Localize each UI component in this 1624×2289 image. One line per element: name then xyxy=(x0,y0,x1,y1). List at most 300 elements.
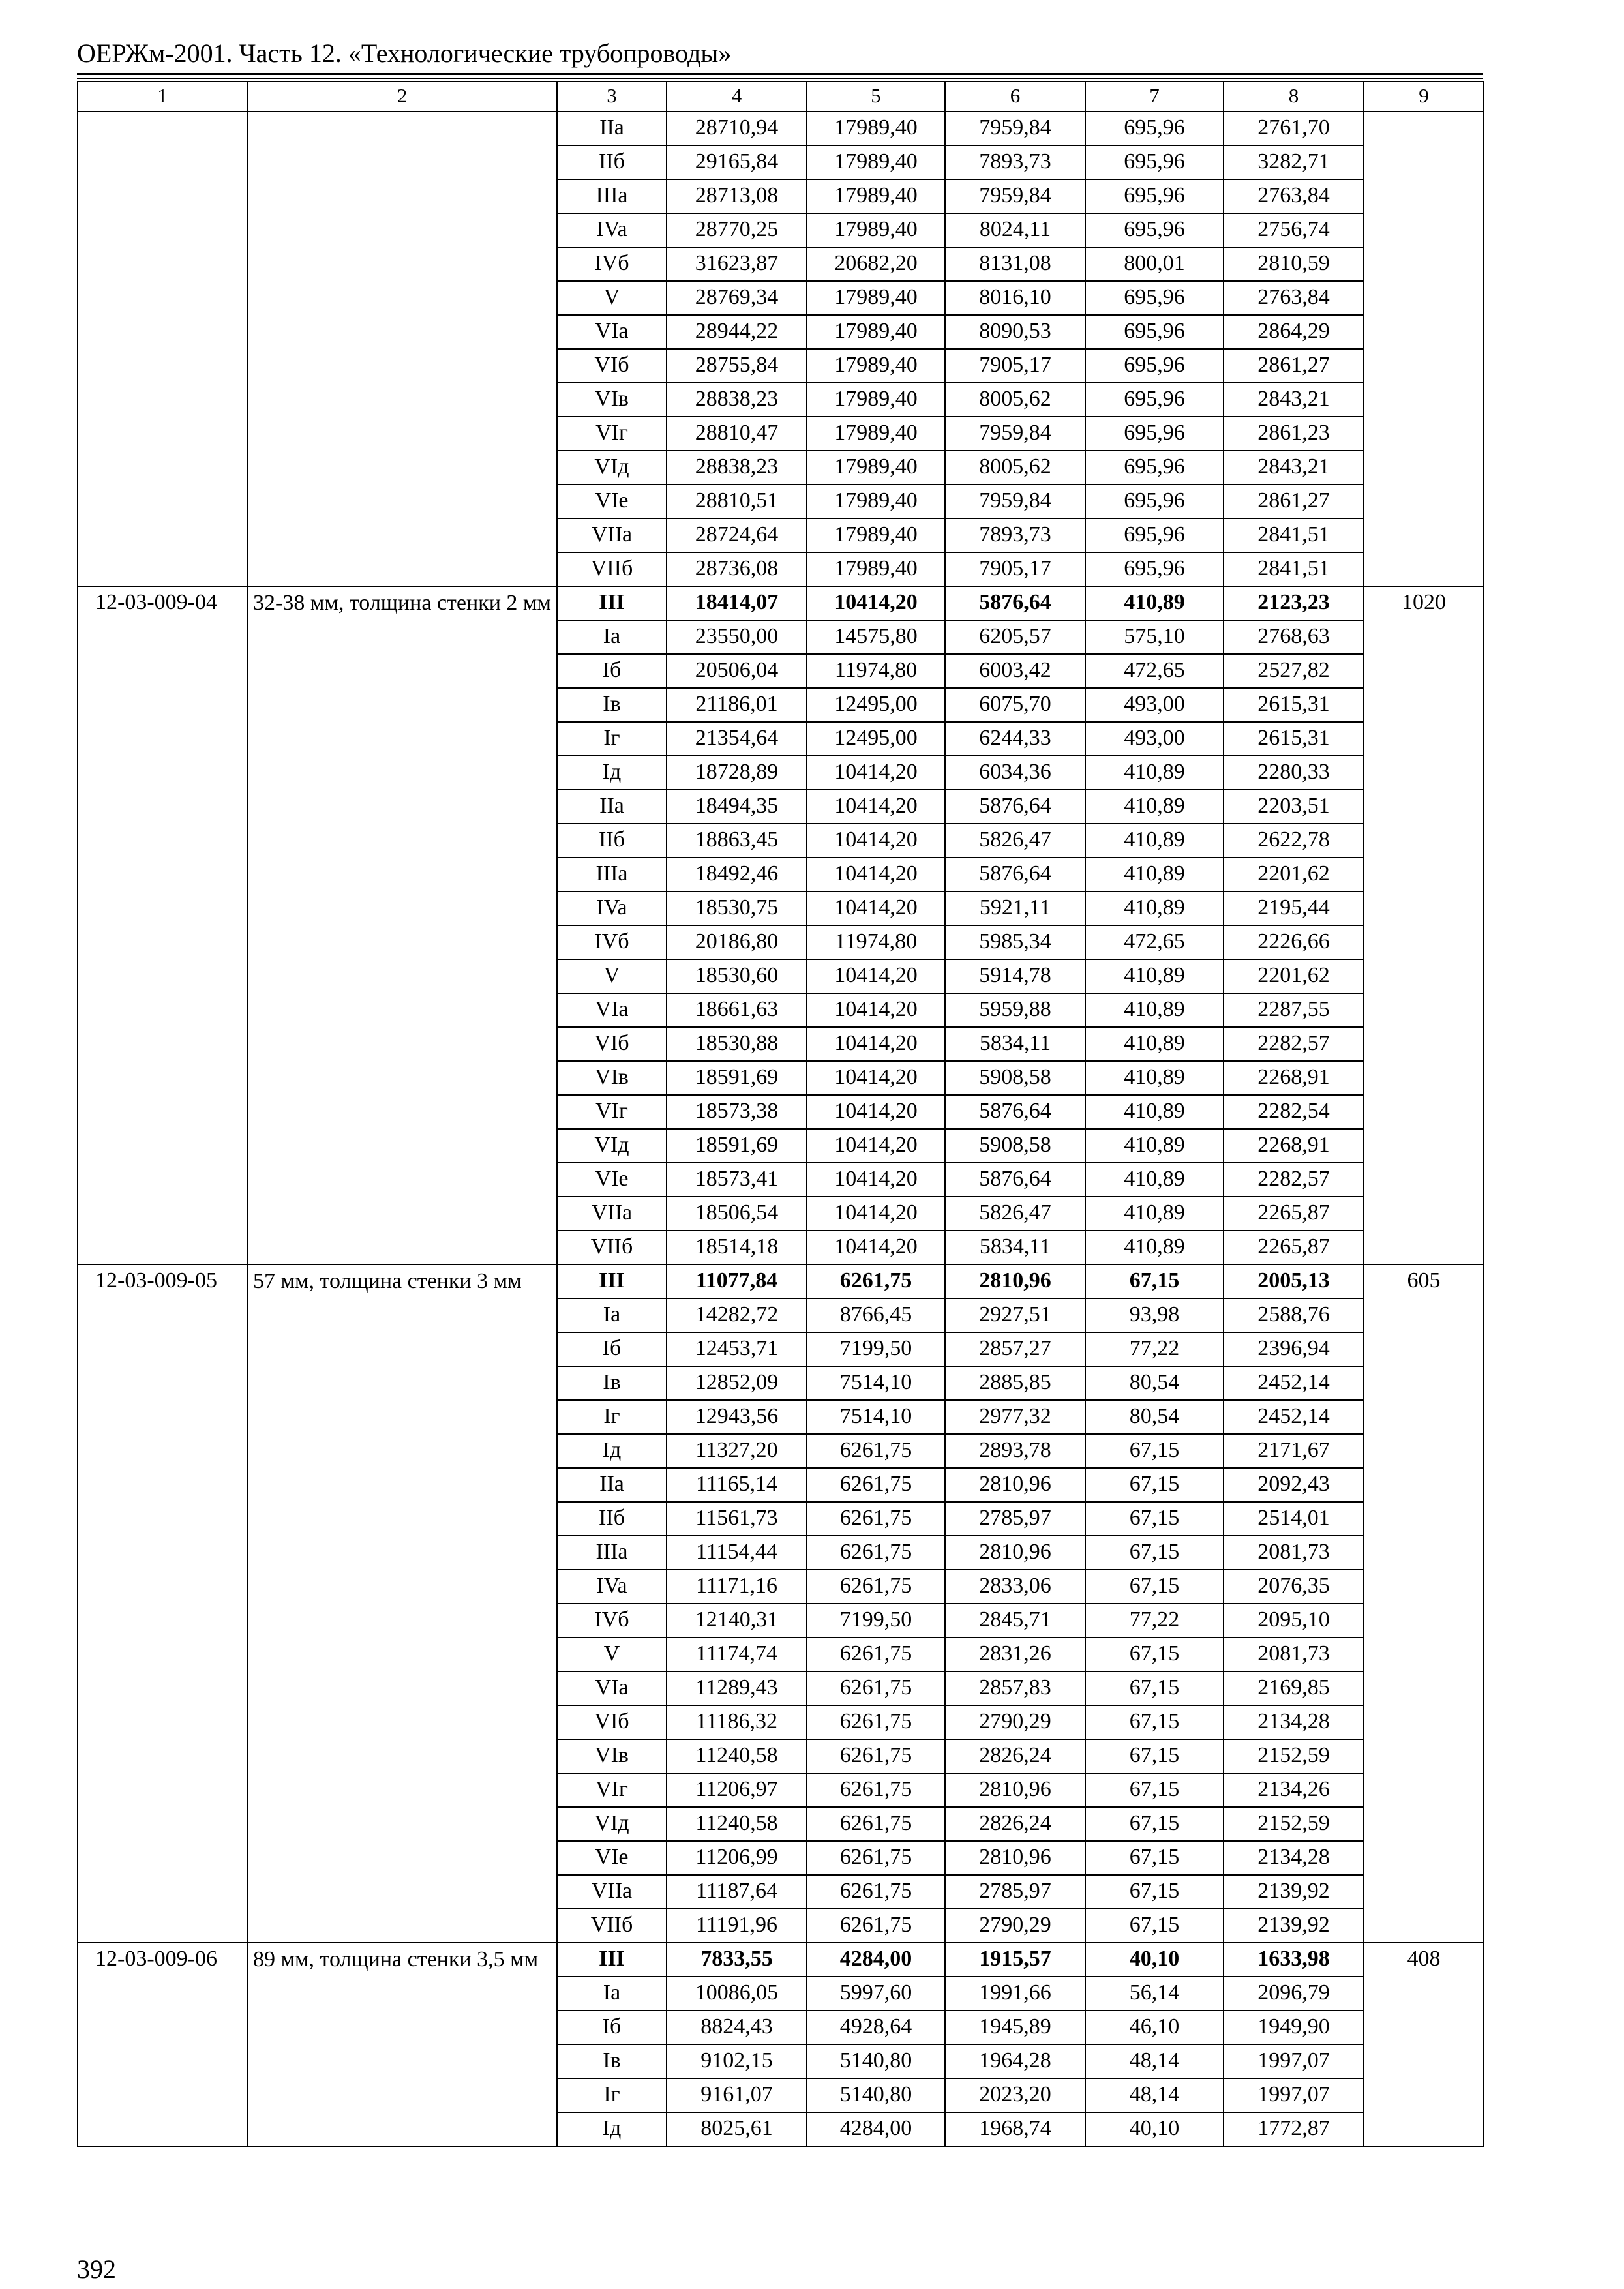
value-cell: 2081,73 xyxy=(1224,1638,1364,1671)
value-cell: 2265,87 xyxy=(1224,1231,1364,1264)
value-cell: 10414,20 xyxy=(807,1231,945,1264)
rate-description: 32-38 мм, толщина стенки 2 мм xyxy=(247,586,557,1264)
zone-cell: IVa xyxy=(557,213,667,247)
value-cell: 472,65 xyxy=(1085,654,1224,688)
value-cell: 7893,73 xyxy=(945,145,1085,179)
zone-cell: Iв xyxy=(557,2044,667,2078)
value-cell: 18573,41 xyxy=(667,1163,807,1197)
value-cell: 29165,84 xyxy=(667,145,807,179)
value-cell: 2139,92 xyxy=(1224,1909,1364,1943)
value-cell: 695,96 xyxy=(1085,451,1224,485)
rate-code: 12-03-009-04 xyxy=(78,586,247,1264)
value-cell: 2843,21 xyxy=(1224,451,1364,485)
value-cell: 11327,20 xyxy=(667,1434,807,1468)
value-cell: 10414,20 xyxy=(807,1061,945,1095)
value-cell: 5140,80 xyxy=(807,2078,945,2112)
zone-cell: IIa xyxy=(557,1468,667,1502)
value-cell: 8824,43 xyxy=(667,2011,807,2044)
zone-cell: Iд xyxy=(557,1434,667,1468)
value-cell: 6261,75 xyxy=(807,1773,945,1807)
value-cell: 695,96 xyxy=(1085,281,1224,315)
value-cell: 17989,40 xyxy=(807,315,945,349)
value-cell: 2268,91 xyxy=(1224,1061,1364,1095)
value-cell: 5959,88 xyxy=(945,993,1085,1027)
value-cell: 67,15 xyxy=(1085,1739,1224,1773)
value-cell: 5914,78 xyxy=(945,959,1085,993)
value-cell: 17989,40 xyxy=(807,145,945,179)
value-cell: 12453,71 xyxy=(667,1332,807,1366)
value-cell: 2514,01 xyxy=(1224,1502,1364,1536)
value-cell: 2265,87 xyxy=(1224,1197,1364,1231)
value-cell: 410,89 xyxy=(1085,1095,1224,1129)
zone-cell: Iг xyxy=(557,722,667,756)
value-cell: 7199,50 xyxy=(807,1604,945,1638)
value-cell: 28770,25 xyxy=(667,213,807,247)
zone-cell: IIIa xyxy=(557,179,667,213)
value-cell: 40,10 xyxy=(1085,2112,1224,2146)
value-cell: 8131,08 xyxy=(945,247,1085,281)
value-cell: 2005,13 xyxy=(1224,1264,1364,1298)
value-cell: 67,15 xyxy=(1085,1671,1224,1705)
value-cell: 10414,20 xyxy=(807,858,945,891)
zone-cell: Ia xyxy=(557,1977,667,2011)
value-cell: 67,15 xyxy=(1085,1909,1224,1943)
value-cell: 23550,00 xyxy=(667,620,807,654)
zone-cell: VIд xyxy=(557,451,667,485)
value-cell: 410,89 xyxy=(1085,1163,1224,1197)
value-cell: 67,15 xyxy=(1085,1875,1224,1909)
value-cell: 1997,07 xyxy=(1224,2078,1364,2112)
value-cell: 2096,79 xyxy=(1224,1977,1364,2011)
value-cell: 6261,75 xyxy=(807,1705,945,1739)
value-cell: 410,89 xyxy=(1085,790,1224,824)
value-cell: 1772,87 xyxy=(1224,2112,1364,2146)
value-cell: 11154,44 xyxy=(667,1536,807,1570)
value-cell: 17989,40 xyxy=(807,417,945,451)
value-cell: 18414,07 xyxy=(667,586,807,620)
table-row xyxy=(78,1264,1484,1298)
zone-cell: VIд xyxy=(557,1129,667,1163)
value-cell: 410,89 xyxy=(1085,891,1224,925)
value-cell: 2831,26 xyxy=(945,1638,1085,1671)
value-cell: 11240,58 xyxy=(667,1807,807,1841)
value-cell: 5834,11 xyxy=(945,1027,1085,1061)
table-row xyxy=(78,586,1484,620)
value-cell: 28724,64 xyxy=(667,518,807,552)
value-cell: 80,54 xyxy=(1085,1366,1224,1400)
value-cell: 2201,62 xyxy=(1224,858,1364,891)
value-cell: 11174,74 xyxy=(667,1638,807,1671)
value-cell: 40,10 xyxy=(1085,1943,1224,1977)
value-cell: 10414,20 xyxy=(807,1163,945,1197)
value-cell: 9102,15 xyxy=(667,2044,807,2078)
value-cell: 28944,22 xyxy=(667,315,807,349)
value-cell: 2785,97 xyxy=(945,1502,1085,1536)
value-cell: 2810,96 xyxy=(945,1773,1085,1807)
value-cell: 10414,20 xyxy=(807,993,945,1027)
value-cell: 17989,40 xyxy=(807,518,945,552)
value-cell: 67,15 xyxy=(1085,1536,1224,1570)
value-cell: 8024,11 xyxy=(945,213,1085,247)
value-cell: 6261,75 xyxy=(807,1638,945,1671)
value-cell: 2023,20 xyxy=(945,2078,1085,2112)
rate-code: 12-03-009-06 xyxy=(78,1943,247,2146)
zone-cell: VIIa xyxy=(557,1197,667,1231)
value-cell: 28810,47 xyxy=(667,417,807,451)
value-cell: 8025,61 xyxy=(667,2112,807,2146)
value-cell: 695,96 xyxy=(1085,349,1224,383)
value-cell: 2763,84 xyxy=(1224,179,1364,213)
value-cell: 410,89 xyxy=(1085,824,1224,858)
value-cell: 6075,70 xyxy=(945,688,1085,722)
page-number: 392 xyxy=(77,2254,116,2284)
value-cell: 695,96 xyxy=(1085,552,1224,586)
value-cell: 2790,29 xyxy=(945,1705,1085,1739)
value-cell: 21186,01 xyxy=(667,688,807,722)
header-rule-thin xyxy=(77,78,1483,79)
value-cell: 5140,80 xyxy=(807,2044,945,2078)
value-cell: 11165,14 xyxy=(667,1468,807,1502)
value-cell: 5834,11 xyxy=(945,1231,1085,1264)
zone-cell: IVб xyxy=(557,1604,667,1638)
value-cell: 2927,51 xyxy=(945,1298,1085,1332)
zone-cell: Iд xyxy=(557,756,667,790)
value-cell: 10414,20 xyxy=(807,1027,945,1061)
value-cell: 11187,64 xyxy=(667,1875,807,1909)
value-cell: 12943,56 xyxy=(667,1400,807,1434)
value-cell: 8766,45 xyxy=(807,1298,945,1332)
value-cell: 6034,36 xyxy=(945,756,1085,790)
value-cell: 67,15 xyxy=(1085,1502,1224,1536)
value-cell: 2826,24 xyxy=(945,1807,1085,1841)
zone-cell: Iб xyxy=(557,654,667,688)
value-cell: 7833,55 xyxy=(667,1943,807,1977)
value-cell: 410,89 xyxy=(1085,1231,1224,1264)
value-cell: 5876,64 xyxy=(945,1163,1085,1197)
value-cell: 1633,98 xyxy=(1224,1943,1364,1977)
zone-cell: V xyxy=(557,1638,667,1671)
value-cell: 14282,72 xyxy=(667,1298,807,1332)
value-cell: 46,10 xyxy=(1085,2011,1224,2044)
value-cell: 18591,69 xyxy=(667,1061,807,1095)
value-cell: 67,15 xyxy=(1085,1434,1224,1468)
value-cell: 10086,05 xyxy=(667,1977,807,2011)
value-cell: 410,89 xyxy=(1085,959,1224,993)
value-cell: 2756,74 xyxy=(1224,213,1364,247)
zone-cell: VIв xyxy=(557,1061,667,1095)
value-cell: 2134,28 xyxy=(1224,1705,1364,1739)
value-cell: 410,89 xyxy=(1085,1197,1224,1231)
value-cell: 1949,90 xyxy=(1224,2011,1364,2044)
value-cell: 17989,40 xyxy=(807,213,945,247)
value-cell: 56,14 xyxy=(1085,1977,1224,2011)
value-cell: 2810,96 xyxy=(945,1841,1085,1875)
value-cell: 18863,45 xyxy=(667,824,807,858)
zone-cell: VIб xyxy=(557,1705,667,1739)
zone-cell: IIIa xyxy=(557,1536,667,1570)
value-cell: 695,96 xyxy=(1085,112,1224,145)
value-cell: 1945,89 xyxy=(945,2011,1085,2044)
value-cell: 2810,96 xyxy=(945,1264,1085,1298)
zone-cell: III xyxy=(557,1943,667,1977)
value-cell: 18506,54 xyxy=(667,1197,807,1231)
page-header: ОЕРЖм-2001. Часть 12. «Технологические трубопроводы» xyxy=(77,38,732,68)
column-number: 4 xyxy=(667,82,807,112)
value-cell: 2134,26 xyxy=(1224,1773,1364,1807)
value-cell: 695,96 xyxy=(1085,179,1224,213)
value-cell: 2857,27 xyxy=(945,1332,1085,1366)
value-cell: 28713,08 xyxy=(667,179,807,213)
value-cell: 2841,51 xyxy=(1224,552,1364,586)
zone-cell: III xyxy=(557,1264,667,1298)
zone-cell: VIв xyxy=(557,1739,667,1773)
value-cell: 17989,40 xyxy=(807,552,945,586)
value-cell: 7514,10 xyxy=(807,1400,945,1434)
value-cell: 2280,33 xyxy=(1224,756,1364,790)
header-rule xyxy=(77,73,1483,75)
value-cell: 2588,76 xyxy=(1224,1298,1364,1332)
value-cell: 28810,51 xyxy=(667,485,807,518)
zone-cell: VIг xyxy=(557,417,667,451)
value-cell: 695,96 xyxy=(1085,518,1224,552)
column-number: 7 xyxy=(1085,82,1224,112)
zone-cell: IIa xyxy=(557,112,667,145)
value-cell: 2282,57 xyxy=(1224,1163,1364,1197)
value-cell: 11206,97 xyxy=(667,1773,807,1807)
value-cell: 6261,75 xyxy=(807,1841,945,1875)
value-cell: 410,89 xyxy=(1085,1027,1224,1061)
value-cell: 28838,23 xyxy=(667,451,807,485)
value-cell: 695,96 xyxy=(1085,417,1224,451)
zone-cell: VIIб xyxy=(557,1231,667,1264)
zone-cell: VIб xyxy=(557,349,667,383)
value-cell: 17989,40 xyxy=(807,281,945,315)
zone-cell: Iг xyxy=(557,1400,667,1434)
value-cell: 11186,32 xyxy=(667,1705,807,1739)
value-cell: 93,98 xyxy=(1085,1298,1224,1332)
zone-cell: VIa xyxy=(557,315,667,349)
value-cell: 2977,32 xyxy=(945,1400,1085,1434)
value-cell: 6244,33 xyxy=(945,722,1085,756)
value-cell: 2861,27 xyxy=(1224,485,1364,518)
value-cell: 410,89 xyxy=(1085,756,1224,790)
value-cell: 67,15 xyxy=(1085,1807,1224,1841)
value-cell: 67,15 xyxy=(1085,1468,1224,1502)
zone-cell: IIб xyxy=(557,145,667,179)
value-cell: 2169,85 xyxy=(1224,1671,1364,1705)
value-cell: 2092,43 xyxy=(1224,1468,1364,1502)
zone-cell: Iб xyxy=(557,1332,667,1366)
value-cell: 77,22 xyxy=(1085,1332,1224,1366)
value-cell: 2452,14 xyxy=(1224,1366,1364,1400)
value-cell: 67,15 xyxy=(1085,1841,1224,1875)
value-cell: 80,54 xyxy=(1085,1400,1224,1434)
value-cell: 7199,50 xyxy=(807,1332,945,1366)
value-cell: 17989,40 xyxy=(807,485,945,518)
value-cell: 2081,73 xyxy=(1224,1536,1364,1570)
value-cell: 28838,23 xyxy=(667,383,807,417)
value-cell: 695,96 xyxy=(1085,485,1224,518)
zone-cell: III xyxy=(557,586,667,620)
value-cell: 2171,67 xyxy=(1224,1434,1364,1468)
value-cell: 493,00 xyxy=(1085,722,1224,756)
zone-cell: VIa xyxy=(557,993,667,1027)
value-cell: 7959,84 xyxy=(945,112,1085,145)
value-cell: 2282,54 xyxy=(1224,1095,1364,1129)
value-cell: 2452,14 xyxy=(1224,1400,1364,1434)
value-cell: 2152,59 xyxy=(1224,1807,1364,1841)
value-cell: 8016,10 xyxy=(945,281,1085,315)
value-cell: 6205,57 xyxy=(945,620,1085,654)
value-cell: 2810,96 xyxy=(945,1536,1085,1570)
column-number: 5 xyxy=(807,82,945,112)
zone-cell: V xyxy=(557,281,667,315)
table-body xyxy=(78,82,1484,2146)
value-cell: 2226,66 xyxy=(1224,925,1364,959)
zone-cell: Iб xyxy=(557,2011,667,2044)
value-cell: 2845,71 xyxy=(945,1604,1085,1638)
value-cell: 10414,20 xyxy=(807,586,945,620)
value-cell: 2396,94 xyxy=(1224,1332,1364,1366)
value-cell: 5908,58 xyxy=(945,1129,1085,1163)
value-cell: 1968,74 xyxy=(945,2112,1085,2146)
zone-cell: Ia xyxy=(557,620,667,654)
col9-value: 605 xyxy=(1364,1264,1484,1943)
value-cell: 2810,59 xyxy=(1224,247,1364,281)
value-cell: 1991,66 xyxy=(945,1977,1085,2011)
zone-cell: IVб xyxy=(557,247,667,281)
price-table xyxy=(77,81,1484,2147)
value-cell: 472,65 xyxy=(1085,925,1224,959)
zone-cell: Iд xyxy=(557,2112,667,2146)
value-cell: 10414,20 xyxy=(807,756,945,790)
value-cell: 2857,83 xyxy=(945,1671,1085,1705)
value-cell: 17989,40 xyxy=(807,451,945,485)
value-cell: 10414,20 xyxy=(807,824,945,858)
value-cell: 2893,78 xyxy=(945,1434,1085,1468)
value-cell: 5826,47 xyxy=(945,824,1085,858)
value-cell: 10414,20 xyxy=(807,1129,945,1163)
col9-value xyxy=(1364,112,1484,586)
value-cell: 5921,11 xyxy=(945,891,1085,925)
value-cell: 6261,75 xyxy=(807,1875,945,1909)
value-cell: 410,89 xyxy=(1085,858,1224,891)
value-cell: 2076,35 xyxy=(1224,1570,1364,1604)
value-cell: 48,14 xyxy=(1085,2078,1224,2112)
rate-description: 57 мм, толщина стенки 3 мм xyxy=(247,1264,557,1943)
value-cell: 8005,62 xyxy=(945,451,1085,485)
value-cell: 2843,21 xyxy=(1224,383,1364,417)
value-cell: 2841,51 xyxy=(1224,518,1364,552)
value-cell: 11077,84 xyxy=(667,1264,807,1298)
value-cell: 18573,38 xyxy=(667,1095,807,1129)
value-cell: 18492,46 xyxy=(667,858,807,891)
value-cell: 12495,00 xyxy=(807,688,945,722)
value-cell: 8090,53 xyxy=(945,315,1085,349)
value-cell: 7514,10 xyxy=(807,1366,945,1400)
value-cell: 2768,63 xyxy=(1224,620,1364,654)
value-cell: 2833,06 xyxy=(945,1570,1085,1604)
zone-cell: IVa xyxy=(557,1570,667,1604)
value-cell: 3282,71 xyxy=(1224,145,1364,179)
value-cell: 5876,64 xyxy=(945,790,1085,824)
value-cell: 2790,29 xyxy=(945,1909,1085,1943)
value-cell: 575,10 xyxy=(1085,620,1224,654)
value-cell: 12852,09 xyxy=(667,1366,807,1400)
value-cell: 10414,20 xyxy=(807,959,945,993)
col9-value: 1020 xyxy=(1364,586,1484,1264)
value-cell: 28755,84 xyxy=(667,349,807,383)
zone-cell: IVa xyxy=(557,891,667,925)
value-cell: 6261,75 xyxy=(807,1807,945,1841)
zone-cell: Iг xyxy=(557,2078,667,2112)
value-cell: 410,89 xyxy=(1085,1061,1224,1095)
value-cell: 4928,64 xyxy=(807,2011,945,2044)
value-cell: 31623,87 xyxy=(667,247,807,281)
value-cell: 77,22 xyxy=(1085,1604,1224,1638)
value-cell: 5908,58 xyxy=(945,1061,1085,1095)
value-cell: 2195,44 xyxy=(1224,891,1364,925)
value-cell: 2287,55 xyxy=(1224,993,1364,1027)
column-number: 6 xyxy=(945,82,1085,112)
column-number: 1 xyxy=(78,82,247,112)
value-cell: 7959,84 xyxy=(945,417,1085,451)
value-cell: 6261,75 xyxy=(807,1909,945,1943)
column-number: 2 xyxy=(247,82,557,112)
value-cell: 7905,17 xyxy=(945,349,1085,383)
column-number: 8 xyxy=(1224,82,1364,112)
value-cell: 6261,75 xyxy=(807,1434,945,1468)
value-cell: 28736,08 xyxy=(667,552,807,586)
value-cell: 6003,42 xyxy=(945,654,1085,688)
value-cell: 11974,80 xyxy=(807,925,945,959)
value-cell: 695,96 xyxy=(1085,145,1224,179)
value-cell: 7959,84 xyxy=(945,485,1085,518)
value-cell: 20682,20 xyxy=(807,247,945,281)
value-cell: 28710,94 xyxy=(667,112,807,145)
value-cell: 6261,75 xyxy=(807,1671,945,1705)
value-cell: 9161,07 xyxy=(667,2078,807,2112)
value-cell: 2268,91 xyxy=(1224,1129,1364,1163)
value-cell: 2885,85 xyxy=(945,1366,1085,1400)
value-cell: 17989,40 xyxy=(807,112,945,145)
value-cell: 4284,00 xyxy=(807,1943,945,1977)
value-cell: 7893,73 xyxy=(945,518,1085,552)
value-cell: 17989,40 xyxy=(807,383,945,417)
value-cell: 800,01 xyxy=(1085,247,1224,281)
value-cell: 493,00 xyxy=(1085,688,1224,722)
rate-code: 12-03-009-05 xyxy=(78,1264,247,1943)
zone-cell: VIIa xyxy=(557,1875,667,1909)
value-cell: 2527,82 xyxy=(1224,654,1364,688)
value-cell: 6261,75 xyxy=(807,1468,945,1502)
zone-cell: IIIa xyxy=(557,858,667,891)
value-cell: 2139,92 xyxy=(1224,1875,1364,1909)
column-number: 3 xyxy=(557,82,667,112)
value-cell: 67,15 xyxy=(1085,1705,1224,1739)
column-number: 9 xyxy=(1364,82,1484,112)
value-cell: 2152,59 xyxy=(1224,1739,1364,1773)
value-cell: 5997,60 xyxy=(807,1977,945,2011)
zone-cell: VIд xyxy=(557,1807,667,1841)
value-cell: 8005,62 xyxy=(945,383,1085,417)
value-cell: 5985,34 xyxy=(945,925,1085,959)
value-cell: 695,96 xyxy=(1085,315,1224,349)
value-cell: 2282,57 xyxy=(1224,1027,1364,1061)
value-cell: 2201,62 xyxy=(1224,959,1364,993)
rate-code xyxy=(78,112,247,586)
value-cell: 28769,34 xyxy=(667,281,807,315)
